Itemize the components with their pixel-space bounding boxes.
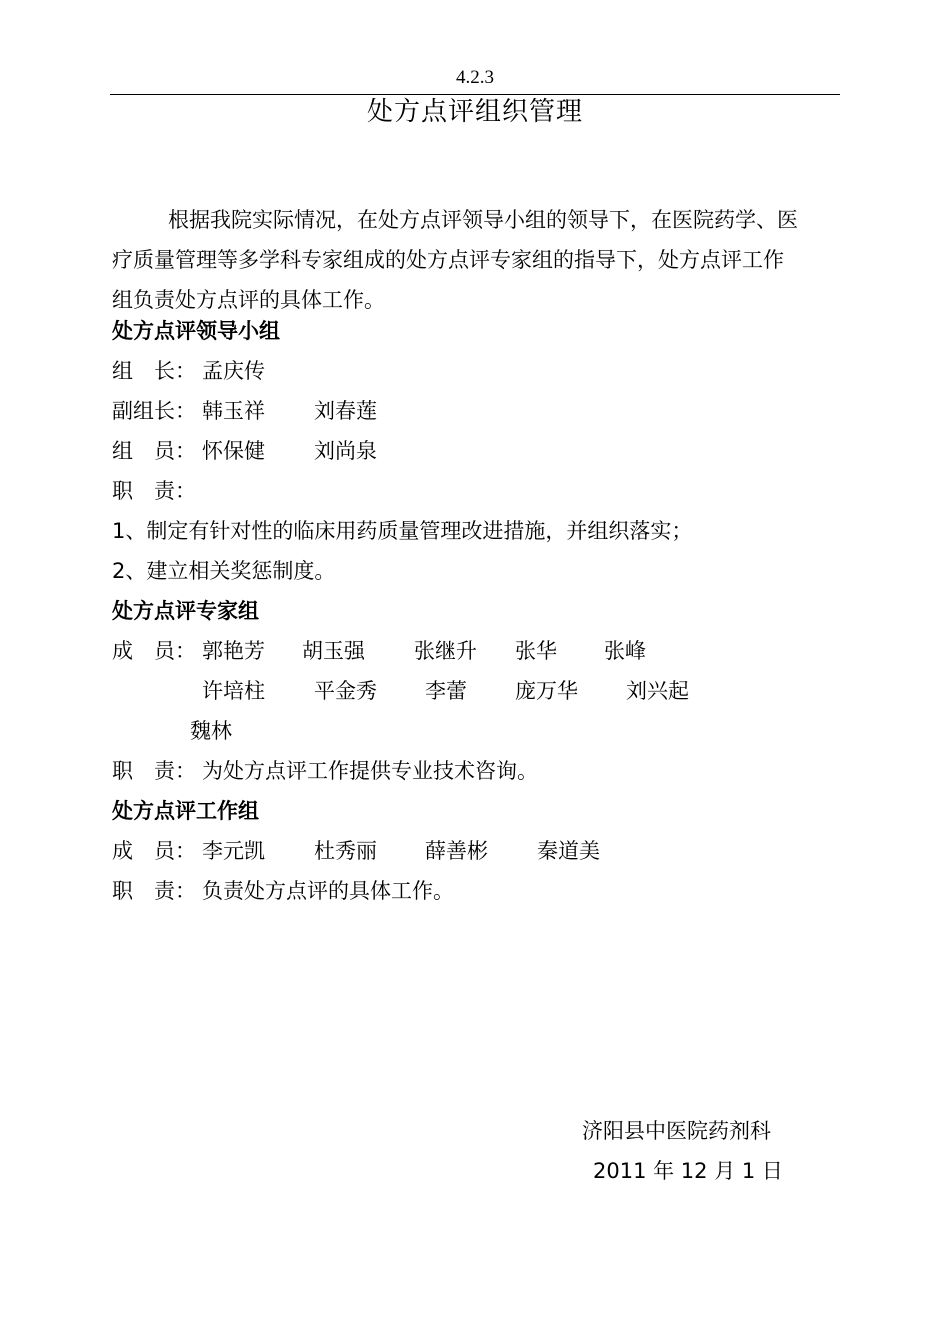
member-name: 胡玉强: [302, 639, 365, 663]
intro-line: 疗质量管理等多学科专家组成的处方点评专家组的指导下，处方点评工作: [112, 248, 784, 272]
expert-members-row: [112, 637, 712, 665]
duties-text: 为处方点评工作提供专业技术咨询。: [202, 759, 538, 783]
members-label: 组 员：: [112, 439, 196, 463]
member-name: 张峰: [604, 639, 646, 663]
member-name: 杜秀丽: [314, 839, 377, 863]
member-name: 郭艳芳: [202, 639, 265, 663]
members-label: 成 员：: [112, 639, 196, 663]
members-label: 成 员：: [112, 839, 196, 863]
leader-name: 孟庆传: [202, 359, 265, 383]
member-name: 张华: [515, 639, 557, 663]
member-name: 张继升: [414, 639, 477, 663]
member-name: 李元凯: [202, 839, 265, 863]
duty-item: 1、制定有针对性的临床用药质量管理改进措施，并组织落实；: [112, 519, 693, 543]
duties-label: 职 责：: [112, 879, 196, 903]
member-name: 刘尚泉: [314, 439, 377, 463]
duties-label: 职 责：: [112, 479, 196, 503]
member-name: 庞万华: [515, 679, 578, 703]
duties-label: 职 责：: [112, 759, 196, 783]
member-name: 怀保健: [202, 439, 265, 463]
expert-group-heading: 处方点评专家组: [112, 599, 259, 623]
signature-date: 2011 年 12 月 1 日: [593, 1159, 783, 1183]
leadership-group-heading: 处方点评领导小组: [112, 319, 280, 343]
member-name: 薛善彬: [425, 839, 488, 863]
department-signature: 济阳县中医院药剂科: [582, 1119, 771, 1143]
intro-paragraph: [112, 200, 840, 320]
intro-line: 组负责处方点评的具体工作。: [112, 288, 385, 312]
expert-members-row: [112, 677, 712, 705]
leader-row: [112, 357, 412, 385]
member-name: 刘兴起: [626, 679, 689, 703]
member-name: 平金秀: [314, 679, 377, 703]
member-name: 许培柱: [202, 679, 265, 703]
work-members-row: [112, 837, 712, 865]
intro-line: 根据我院实际情况，在处方点评领导小组的领导下，在医院药学、医: [168, 208, 798, 232]
document-title: 处方点评组织管理: [366, 97, 583, 127]
expert-duties-row: [112, 757, 712, 785]
deputy-label: 副组长：: [112, 399, 196, 423]
member-name: 李蕾: [425, 679, 467, 703]
deputy-name: 刘春莲: [314, 399, 377, 423]
leader-label: 组 长：: [112, 359, 196, 383]
section-number: 4.2.3: [456, 67, 494, 88]
work-duties-row: [112, 877, 712, 905]
member-name: 秦道美: [537, 839, 600, 863]
duty-item: 2、建立相关奖惩制度。: [112, 559, 336, 583]
deputy-name: 韩玉祥: [202, 399, 265, 423]
work-group-heading: 处方点评工作组: [112, 799, 259, 823]
deputy-row: [112, 397, 512, 425]
members-row: [112, 437, 512, 465]
duties-text: 负责处方点评的具体工作。: [202, 879, 454, 903]
member-name: 魏林: [190, 719, 232, 743]
